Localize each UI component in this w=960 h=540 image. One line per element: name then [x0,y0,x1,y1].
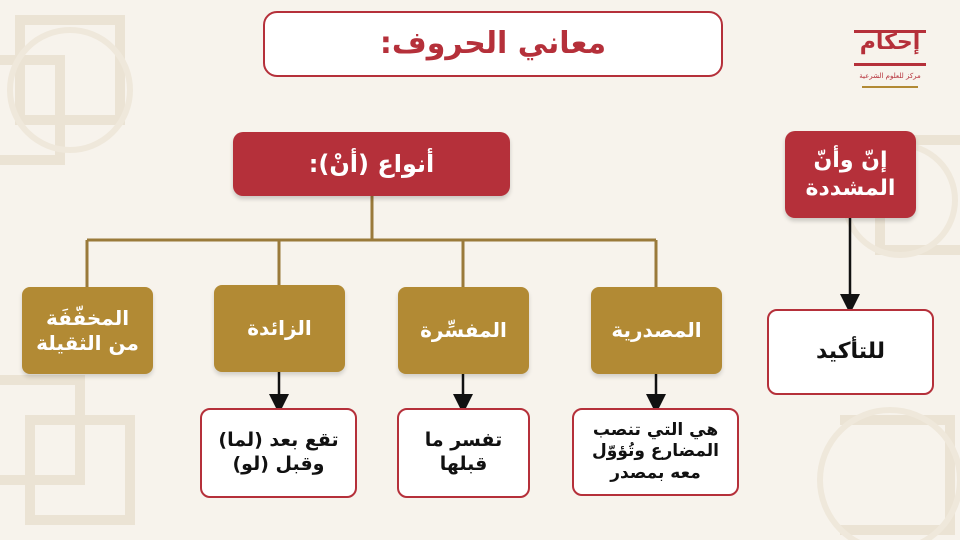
logo-name: إحكام [859,30,921,55]
desc-masdariya [572,408,739,496]
desc-masdariya-line1: هي التي تنصب [592,420,719,441]
inna-anna-line1: إنّ وأنّ [813,148,888,173]
desc-mufassira-line2: قبلها [439,453,488,475]
type-mukhaffafa-line2: من الثقيلة [36,330,139,355]
desc-masdariya-line2: المضارع وتُؤوّل [592,441,719,462]
desc-masdariya-line3: معه بمصدر [610,462,701,483]
type-mufassira: المفسِّرة [398,287,529,374]
an-types-heading: أنواع (أنْ): [233,132,510,196]
type-mukhaffafa-line1: المخفّفَة [45,305,130,330]
type-masdariya: المصدرية [591,287,722,374]
desc-mufassira-line1: تفسر ما [424,429,503,452]
desc-zaida [200,408,357,498]
logo-subtitle: مركز للعلوم الشرعية [859,72,921,80]
inna-anna-box [785,131,916,218]
type-mukhaffafa [22,287,153,374]
inna-anna-line2: المشددة [805,175,896,201]
emphasis-box: للتأكيد [767,309,934,395]
desc-zaida-line1: تقع بعد (لما) [218,429,339,452]
type-zaida: الزائدة [214,285,345,372]
desc-mufassira [397,408,530,498]
desc-zaida-line2: وقبل (لو) [232,453,325,475]
page-title: معاني الحروف: [263,11,723,77]
